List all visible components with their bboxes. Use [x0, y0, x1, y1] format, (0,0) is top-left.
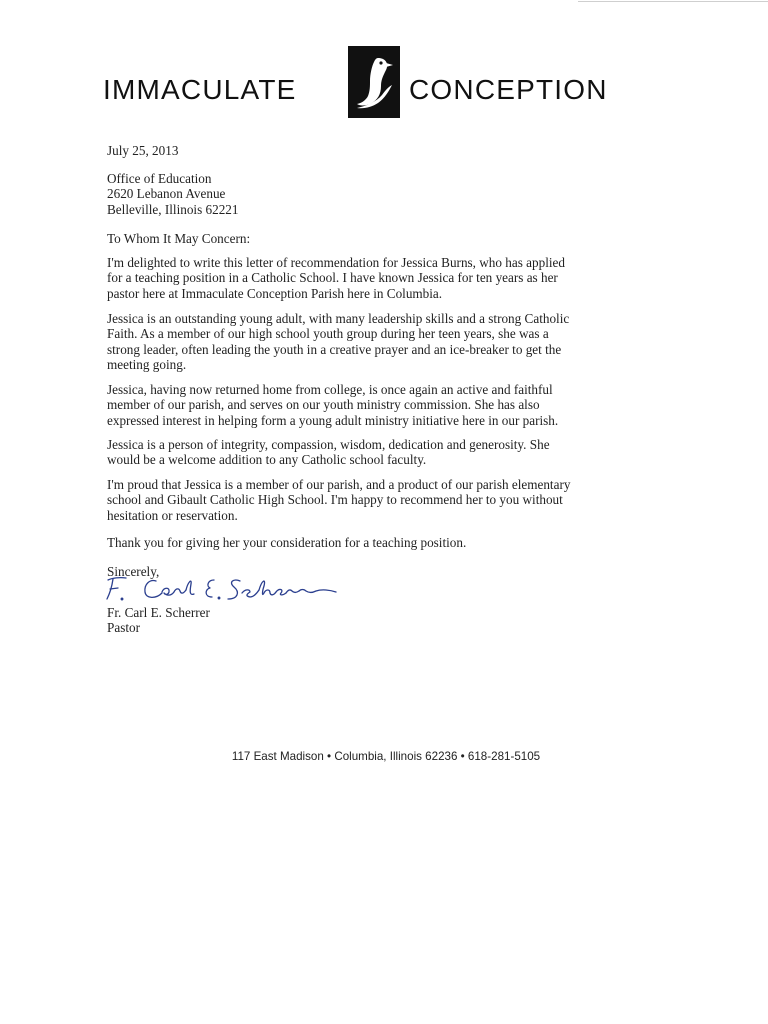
closing: Sincerely, — [107, 564, 160, 579]
paragraph — [107, 477, 570, 523]
paragraph-line: expressed interest in helping form a young adult ministry initiative here in our parish. — [107, 412, 559, 428]
letterhead-word-right: CONCEPTION — [409, 74, 608, 105]
paragraph-line: I'm delighted to write this letter of recommendation for Jessica Burns, who has applied — [107, 255, 565, 270]
paragraph — [107, 535, 466, 550]
signer-block — [107, 605, 210, 636]
paragraph-line: school and Gibault Catholic High School. I'm happy to recommend her to you without — [107, 492, 563, 508]
letterhead — [103, 46, 653, 120]
paragraph — [107, 382, 558, 428]
scan-edge-line — [578, 1, 768, 2]
paragraph-line: hesitation or reservation. — [107, 507, 238, 523]
recipient-line: 2620 Lebanon Avenue — [107, 186, 226, 202]
recipient-address — [107, 171, 239, 217]
paragraph-line: meeting going. — [107, 356, 187, 372]
paragraph-line: Thank you for giving her your consideration for a teaching position. — [107, 535, 467, 550]
paragraph-line: would be a welcome addition to any Catholic school faculty. — [107, 452, 427, 468]
signer-title: Pastor — [107, 620, 140, 636]
paragraph — [107, 255, 565, 301]
paragraph-line: Jessica, having now returned home from college, is once again an active and faithful — [107, 382, 553, 397]
recipient-line: Belleville, Illinois 62221 — [107, 201, 239, 217]
recipient-line: Office of Education — [107, 171, 212, 186]
salutation: To Whom It May Concern: — [107, 231, 251, 246]
paragraph-line: Jessica is an outstanding young adult, with many leadership skills and a strong Catholic — [107, 311, 570, 326]
letterhead-word-left: IMMACULATE — [103, 74, 297, 105]
footer-address: 117 East Madison • Columbia, Illinois 62236 • 618-281-5105 — [231, 750, 541, 763]
paragraph — [107, 311, 569, 372]
paragraph-line: Jessica is a person of integrity, compassion, wisdom, dedication and generosity. She — [107, 437, 550, 452]
paragraph-line: strong leader, often leading the youth in a creative prayer and an ice-breaker to get the — [107, 341, 562, 357]
paragraph — [107, 437, 550, 468]
handwritten-signature — [104, 572, 340, 606]
paragraph-line: Faith. As a member of our high school youth group during her teen years, she was a — [107, 326, 549, 342]
letter-date: July 25, 2013 — [107, 143, 179, 158]
parish-logo-icon — [348, 46, 400, 118]
paragraph-line: pastor here at Immaculate Conception Parish here in Columbia. — [107, 285, 443, 301]
signer-name: Fr. Carl E. Scherrer — [107, 605, 210, 620]
paragraph-line: I'm proud that Jessica is a member of our parish, and a product of our parish elementary — [107, 477, 571, 492]
paragraph-line: for a teaching position in a Catholic School. I have known Jessica for ten years as her — [107, 270, 558, 286]
paragraph-line: member of our parish, and serves on our youth ministry commission. She has also — [107, 397, 540, 413]
